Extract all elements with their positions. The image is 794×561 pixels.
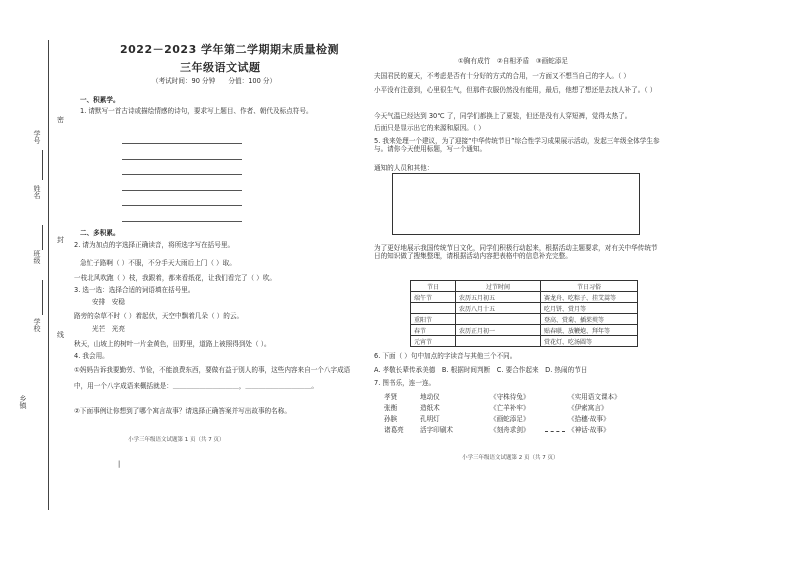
match-col1-item[interactable]: 诸葛亮 (384, 426, 404, 434)
match-col4-item[interactable]: 《实用语文课本》 (568, 393, 621, 401)
match-col1-item[interactable]: 张衡 (384, 404, 398, 412)
match-col1-item[interactable]: 孙膑 (384, 415, 398, 423)
table-header-cell: 节日习俗 (541, 281, 638, 292)
match-col1-item[interactable]: 孝贤 (384, 393, 398, 401)
table-cell: 元宵节 (411, 336, 456, 347)
table-cell: 登高、赏菊、插茱萸等 (541, 314, 638, 325)
table-header-row (411, 281, 638, 292)
question-7: 7. 图书乐，连一连。 (374, 379, 436, 387)
q4-item-4: 后面只是显示出它的来源和原因。（ ） (374, 124, 485, 132)
match-col2-item[interactable]: 活字印刷术 (420, 426, 453, 434)
q4-item-1: 夫国君民的夏天，不考虑是否有十分好的方式的合用，一方面又不想当自己的字人。（ ） (374, 72, 630, 80)
table-cell: 农历八月十五 (456, 303, 541, 314)
answer-line-3[interactable] (122, 174, 242, 175)
school-field-line (42, 280, 43, 315)
table-cell[interactable] (411, 303, 456, 314)
q4-item-3: 今天气温已经达到 30℃ 了，同学们都换上了夏装，但还是没有人穿短裤，觉得太热了。 (374, 112, 632, 120)
answer-line-4[interactable] (122, 190, 242, 191)
table-cell[interactable] (456, 314, 541, 325)
sidebar-label-name: 姓名 (33, 185, 41, 199)
question-3-line-1: 路旁的杂草不时（ ）着起伏，天空中飘着几朵（ ）的云。 (74, 312, 244, 320)
notice-writing-box[interactable] (392, 173, 640, 235)
table-cell[interactable] (456, 336, 541, 347)
answer-line-5[interactable] (122, 205, 242, 206)
sidebar-label-class: 班级 (33, 250, 41, 264)
match-col4-item[interactable]: 《拾穗·故事》 (568, 415, 610, 423)
festival-table (410, 280, 638, 347)
table-row (411, 336, 638, 347)
left-page-footer: 小学三年级语文试题第 1 页（共 7 页） (128, 437, 225, 443)
table-row (411, 292, 638, 303)
question-6: 6. 下面（ ）句中加点的字读音与其他三个不同。 (374, 352, 517, 360)
table-cell: 贴春联、放鞭炮、拜年等 (541, 325, 638, 336)
question-2-line-a: 急忙子路啊（ ）不服，不分手天大雨后上门（ ）取。 (80, 259, 236, 267)
table-row (411, 325, 638, 336)
exam-time-info: （考试时间：90 分钟 分值：100 分） (152, 77, 277, 85)
question-4-line-a: ①妈妈告诉我要勤劳、节俭，不能浪费东西，要做有益于别人的事，这些内容来自一个八字成语 (74, 366, 351, 374)
match-col3-item[interactable]: 《画蛇添足》 (490, 415, 530, 423)
section-2-heading: 二、多积累。 (80, 229, 120, 237)
question-4-line-b: 中，用一个八字成语来概括就是：＿＿＿＿＿＿＿＿＿＿，＿＿＿＿＿＿＿＿＿＿。 (74, 382, 318, 390)
table-cell: 春节 (411, 325, 456, 336)
match-col2-item[interactable]: 造纸术 (420, 404, 440, 412)
question-4: 4. 我会用。 (74, 352, 109, 360)
right-page-footer: 小学三年级语文试题第 2 页（共 7 页） (462, 455, 559, 461)
match-col3-item[interactable]: 《亡羊补牢》 (490, 404, 530, 412)
sidebar-label-school: 学校 (33, 318, 41, 332)
question-4-line-c: ②下面事例让你想到了哪个寓言故事？请选择正确答案并写出故事的名称。 (74, 407, 291, 415)
seal-char-mi: 密 (57, 116, 64, 124)
question-3-words-2: 光芒 光亮 (92, 325, 125, 333)
seal-char-xian: 线 (57, 331, 64, 339)
table-cell: 重阳节 (411, 314, 456, 325)
match-col4-item[interactable]: 《神话·故事》 (568, 426, 610, 434)
match-col2-item[interactable]: 地动仪 (420, 393, 440, 401)
question-2: 2. 请为加点的字选择正确读音，将所选字写在括号里。 (74, 241, 235, 249)
question-5: 5. 我来处理一个建议，为了迎接“中华传统节日”综合性学习成果展示活动，发起三年级全体学生参与。请你今天使用标题，写一个通知。 (374, 137, 660, 153)
table-cell: 农历正月初一 (456, 325, 541, 336)
question-5-note: 通知的人员和其他： (374, 164, 434, 172)
binding-line (48, 40, 49, 510)
table-header-cell: 节日 (411, 281, 456, 292)
q4-options: ①胸有成竹 ②自相矛盾 ③画蛇添足 (458, 57, 569, 65)
table-cell: 赛龙舟、吃粽子、挂艾蒿等 (541, 292, 638, 303)
match-col4-item[interactable]: 《伊索寓言》 (568, 404, 608, 412)
table-row (411, 303, 638, 314)
stray-mark: | (118, 460, 121, 468)
class-field-line (42, 225, 43, 250)
table-cell: 农历五月初五 (456, 292, 541, 303)
table-cell: 吃月饼、赏月等 (541, 303, 638, 314)
name-field-line (42, 150, 43, 180)
match-col3-item[interactable]: 《守株待兔》 (490, 393, 530, 401)
sidebar-label-town: 乡镇 (19, 395, 27, 409)
question-6-options: A. 孝敬长辈传承美德 B. 根据时间判断 C. 要合作起来 D. 热闹的节日 (374, 366, 588, 374)
answer-line-2[interactable] (122, 159, 242, 160)
question-1: 1. 请默写一首古诗或描绘情感的诗句，要求写上题目、作者、朝代及标点符号。 (80, 107, 313, 115)
table-header-cell: 过节时间 (456, 281, 541, 292)
seal-char-feng: 封 (57, 236, 64, 244)
q4-item-2: 小平没有注意到，心里很生气，但那件衣服仍然没有能用，最后，他想了想还是去找人补了。（ ） (374, 86, 657, 94)
table-cell: 赏花灯、吃汤圆等 (541, 336, 638, 347)
question-3-words-1: 安排 安稳 (92, 298, 125, 306)
exam-subtitle: 三年级语文试题 (180, 61, 261, 74)
match-dash-line (545, 431, 565, 432)
match-col2-item[interactable]: 孔明灯 (420, 415, 440, 423)
sidebar-label-student-id: 学号 (33, 130, 41, 144)
question-3-line-2: 秋天，山坡上的树叶一片金黄色，田野里，道路上被照得到处（ ）。 (74, 340, 271, 348)
question-6-intro: 为了更好地展示我国传统节日文化，同学们积极行动起来，根据活动主题要求，对有关中华传统节日的知识做了搜集整理，请根据活动内容把表格中的信息补充完整。 (374, 244, 658, 260)
section-1-heading: 一、积累学。 (80, 96, 120, 104)
exam-title: 2022－2023 学年第二学期期末质量检测 (120, 43, 340, 56)
match-col3-item[interactable]: 《刻舟求剑》 (490, 426, 530, 434)
answer-line-1[interactable] (122, 143, 242, 144)
question-3: 3. 选一选：选择合适的词语填在括号里。 (74, 286, 195, 294)
question-2-line-b: 一枝北风吹跑（ ）枝，我跟着，都来看纸花，让我们看完了（ ）吹。 (74, 274, 277, 282)
table-cell: 端午节 (411, 292, 456, 303)
table-row (411, 314, 638, 325)
answer-line-6[interactable] (122, 221, 242, 222)
